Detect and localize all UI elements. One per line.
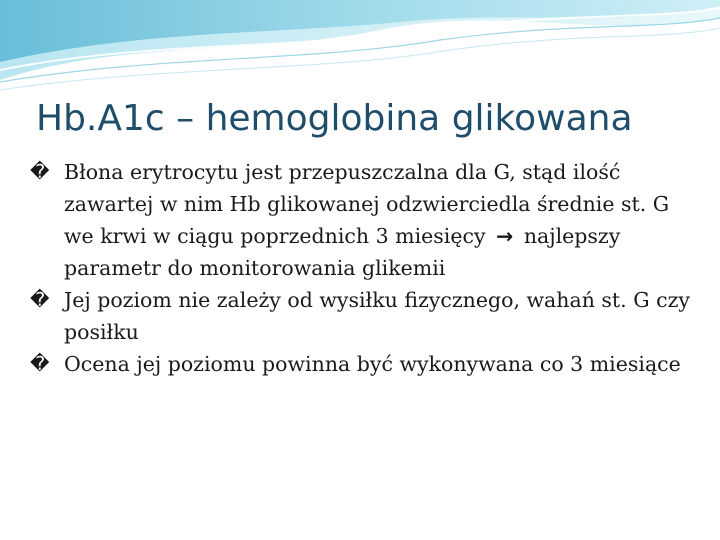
bullet-text: Ocena jej poziomu powinna być wykonywana co 3 miesiące <box>64 352 681 376</box>
arrow-right-icon: → <box>496 224 514 248</box>
slide-title: Hb.A1c – hemoglobina glikowana <box>36 98 633 139</box>
bullet-text-part-1: Błona erytrocytu jest przepuszczalna dla G, stąd ilość zawartej w nim Hb glikowanej odzwierciedla średnie st. G we krwi w ciągu poprzednich 3 miesięcy <box>64 160 670 248</box>
bullet-icon: � <box>30 161 50 183</box>
bullet-item-1 <box>30 156 698 284</box>
bullet-text: Jej poziom nie zależy od wysiłku fizycznego, wahań st. G czy posiłku <box>64 288 690 344</box>
bullet-list <box>30 156 698 380</box>
bullet-item-3 <box>30 348 698 380</box>
bullet-icon: � <box>30 289 50 311</box>
bullet-text-part-2: najlepszy parametr do monitorowania glikemii <box>64 224 621 280</box>
wave-header-decoration <box>0 0 720 110</box>
bullet-item-2 <box>30 284 698 348</box>
bullet-icon: � <box>30 353 50 375</box>
